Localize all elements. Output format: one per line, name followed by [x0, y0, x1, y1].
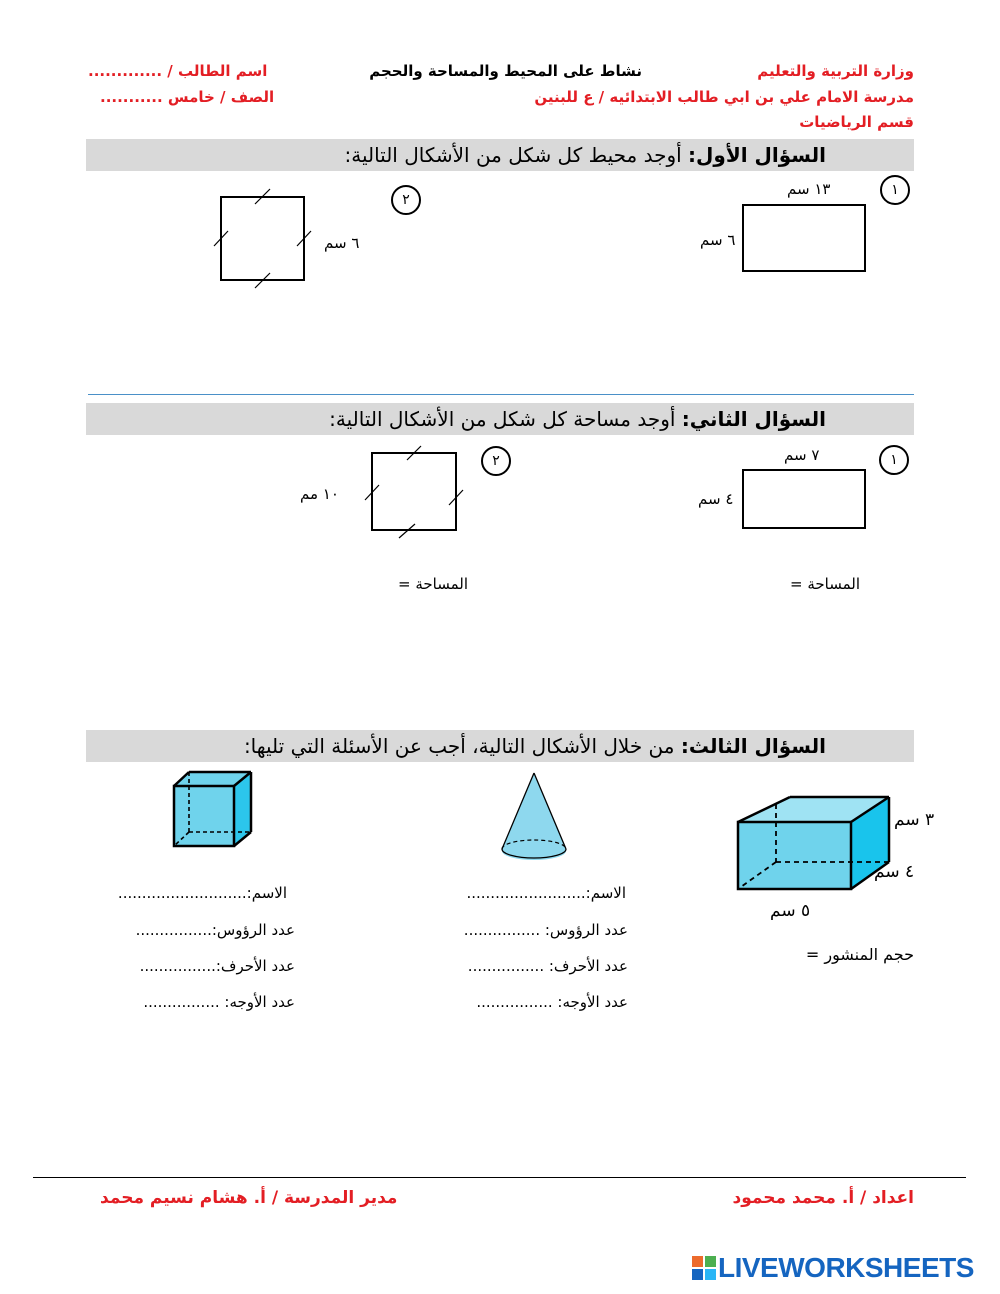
activity-title: نشاط على المحيط والمساحة والحجم — [369, 62, 642, 80]
shape-number-2: ٢ — [391, 185, 421, 215]
area-answer-2[interactable]: المساحة = — [398, 575, 469, 593]
prism-height-dim: ٣ سم — [894, 810, 935, 830]
cube-faces-field[interactable]: عدد الأوجه: ................ — [143, 993, 295, 1011]
question-3-band — [86, 730, 914, 762]
question-3-prompt: من خلال الأشكال التالية، أجب عن الأسئلة التي تليها: — [243, 734, 681, 758]
rectangle-top-dim: ١٣ سم — [787, 180, 831, 198]
cone-shape — [500, 771, 568, 863]
shape-number-1: ١ — [880, 175, 910, 205]
rectangle-shape — [742, 469, 866, 529]
prism-volume-answer[interactable]: حجم المنشور = — [805, 945, 914, 964]
square-shape — [210, 186, 320, 290]
question-1-band — [86, 139, 914, 171]
ministry-label: وزارة التربية والتعليم — [757, 62, 914, 80]
prepared-by-label: اعداد / أ. محمد محمود — [732, 1188, 914, 1208]
rectangle-shape — [742, 204, 866, 272]
prism-width-dim: ٥ سم — [770, 901, 811, 921]
question-2-band — [86, 403, 914, 435]
shape-number-1: ١ — [879, 445, 909, 475]
cube-name-field[interactable]: الاسم:........................... — [117, 884, 287, 902]
principal-label: مدير المدرسة / أ. هشام نسيم محمد — [100, 1188, 398, 1208]
question-2-prompt: أوجد مساحة كل شكل من الأشكال التالية: — [329, 407, 682, 431]
cone-vertices-field[interactable]: عدد الرؤوس: ................ — [463, 921, 628, 939]
rectangular-prism-shape — [736, 796, 892, 891]
cube-shape — [172, 770, 254, 848]
school-label: مدرسة الامام علي بن ابي طالب الابتدائيه / ع للبنين — [534, 88, 914, 106]
question-3-text — [244, 730, 826, 762]
grade-field[interactable]: الصف / خامس ........... — [100, 88, 275, 106]
rectangle-side-dim: ٦ سم — [700, 231, 736, 249]
question-1-text — [344, 139, 826, 171]
area-answer-1[interactable]: المساحة = — [790, 575, 861, 593]
student-name-field[interactable]: اسم الطالب / ............. — [88, 62, 268, 80]
question-1-prompt: أوجد محيط كل شكل من الأشكال التالية: — [344, 143, 689, 167]
square-side-dim: ٦ سم — [324, 234, 360, 252]
square-side-dim: ١٠ مم — [300, 485, 339, 503]
footer-divider — [33, 1177, 966, 1178]
cube-edges-field[interactable]: عدد الأحرف:................ — [139, 957, 295, 975]
section-divider — [88, 394, 914, 395]
square-shape — [361, 442, 467, 542]
brand-name: LIVEWORKSHEETS — [718, 1252, 974, 1283]
question-1-label: السؤال الأول: — [688, 143, 826, 167]
department-label: قسم الرياضيات — [799, 113, 914, 131]
rectangle-side-dim: ٤ سم — [698, 490, 734, 508]
question-2-label: السؤال الثاني: — [681, 407, 826, 431]
liveworksheets-logo-icon — [692, 1256, 718, 1282]
question-2-text — [329, 403, 826, 435]
question-3-label: السؤال الثالث: — [680, 734, 826, 758]
cone-name-field[interactable]: الاسم:......................... — [466, 884, 626, 902]
cone-faces-field[interactable]: عدد الأوجه: ................ — [476, 993, 628, 1011]
prism-depth-dim: ٤ سم — [874, 862, 915, 882]
cube-vertices-field[interactable]: عدد الرؤوس:................ — [135, 921, 295, 939]
shape-number-2: ٢ — [481, 446, 511, 476]
rectangle-top-dim: ٧ سم — [784, 446, 820, 464]
cone-edges-field[interactable]: عدد الأحرف: ................ — [467, 957, 628, 975]
